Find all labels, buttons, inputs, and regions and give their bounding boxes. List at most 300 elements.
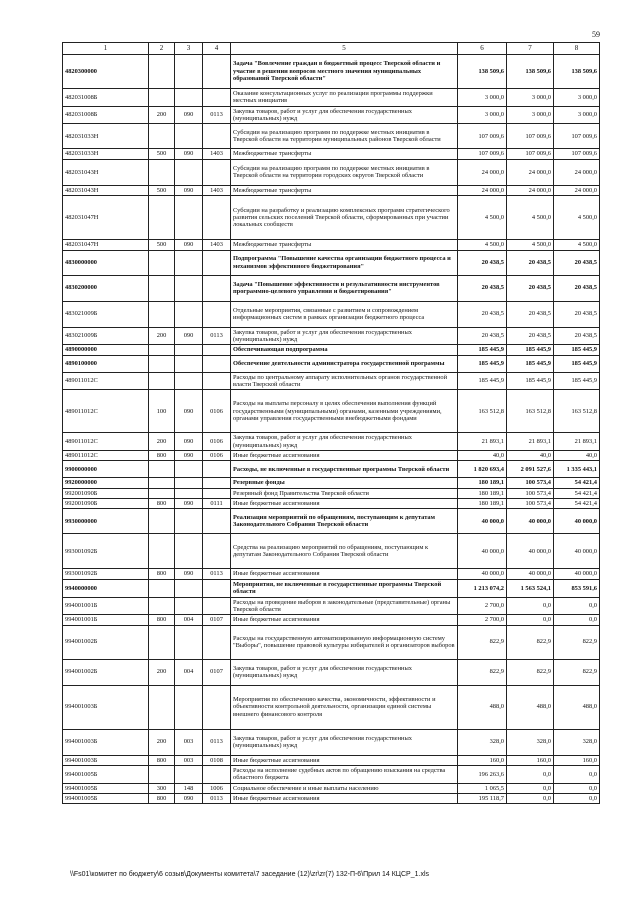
row-expense-type [149, 275, 175, 301]
table-row [63, 106, 600, 124]
row-section-code [203, 196, 231, 240]
row-amount-year2: 4 500,0 [507, 196, 554, 240]
row-amount-year1: 4 500,0 [458, 240, 507, 250]
row-admin-code [175, 509, 203, 534]
row-amount-year1: 185 445,9 [458, 345, 507, 355]
row-amount-year1: 196 263,6 [458, 765, 507, 783]
row-amount-year1: 40 000,0 [458, 534, 507, 569]
row-admin-code: 004 [175, 659, 203, 685]
row-section-code: 0113 [203, 327, 231, 345]
row-amount-year2: 100 573,4 [507, 499, 554, 509]
row-expense-type [149, 159, 175, 185]
row-description: Закупка товаров, работ и услуг для обеспечения государственных (муниципальных) нужд [231, 106, 458, 124]
row-admin-code [175, 124, 203, 149]
row-section-code [203, 685, 231, 729]
col-header: 5 [231, 43, 458, 55]
row-expense-type [149, 124, 175, 149]
col-header: 2 [149, 43, 175, 55]
row-expense-type: 200 [149, 659, 175, 685]
row-amount-year1: 4 500,0 [458, 196, 507, 240]
row-code: 993001092Б [63, 569, 149, 579]
row-amount-year3: 163 512,8 [554, 390, 600, 433]
table-row [63, 433, 600, 451]
row-amount-year1: 328,0 [458, 729, 507, 755]
row-description: Резервный фонд Правительства Тверской области [231, 488, 458, 498]
row-amount-year3: 54 421,4 [554, 488, 600, 498]
row-admin-code [175, 372, 203, 390]
table-row [63, 355, 600, 372]
row-expense-type [149, 55, 175, 89]
row-section-code [203, 250, 231, 275]
row-description: Иные бюджетные ассигнования [231, 451, 458, 461]
row-amount-year2: 3 000,0 [507, 106, 554, 124]
row-expense-type [149, 89, 175, 107]
row-section-code: 0106 [203, 451, 231, 461]
row-amount-year3: 20 438,5 [554, 250, 600, 275]
row-amount-year2: 2 091 527,6 [507, 461, 554, 478]
row-admin-code: 090 [175, 794, 203, 804]
row-amount-year3: 822,9 [554, 625, 600, 659]
row-expense-type: 200 [149, 106, 175, 124]
row-description: Оказание консультационных услуг по реализации программы поддержки местных инициатив [231, 89, 458, 107]
row-expense-type [149, 509, 175, 534]
row-admin-code: 090 [175, 149, 203, 159]
row-amount-year3: 185 445,9 [554, 355, 600, 372]
row-code: 9920000000 [63, 478, 149, 488]
row-code: 994001001Б [63, 615, 149, 625]
row-amount-year1: 1 820 693,4 [458, 461, 507, 478]
header-row [63, 43, 600, 55]
row-section-code: 0106 [203, 390, 231, 433]
col-header: 7 [507, 43, 554, 55]
row-expense-type [149, 478, 175, 488]
row-admin-code: 090 [175, 499, 203, 509]
row-description: Расходы на государственную автоматизированную информационную систему "Выборы", повышение правовой культуры избирателей и организаторов выборов [231, 625, 458, 659]
row-section-code [203, 275, 231, 301]
row-amount-year2: 3 000,0 [507, 89, 554, 107]
row-amount-year2: 20 438,5 [507, 301, 554, 327]
row-expense-type [149, 534, 175, 569]
row-description: Расходы на проведение выборов в законодательные (представительные) органы Тверской области [231, 597, 458, 615]
row-code: 489011012С [63, 451, 149, 461]
row-admin-code [175, 55, 203, 89]
row-amount-year2: 100 573,4 [507, 488, 554, 498]
row-amount-year3: 853 591,6 [554, 579, 600, 597]
table-row [63, 185, 600, 195]
table-row [63, 451, 600, 461]
row-section-code: 0111 [203, 499, 231, 509]
row-amount-year2: 0,0 [507, 783, 554, 793]
row-code: 4890000000 [63, 345, 149, 355]
row-code: 482031008Б [63, 89, 149, 107]
table-row [63, 615, 600, 625]
row-code: 9900000000 [63, 461, 149, 478]
row-expense-type [149, 372, 175, 390]
row-amount-year1: 40 000,0 [458, 509, 507, 534]
row-expense-type: 500 [149, 149, 175, 159]
row-section-code: 1403 [203, 240, 231, 250]
row-amount-year1: 40 000,0 [458, 569, 507, 579]
row-description: Расходы на выплаты персоналу в целях обеспечения выполнения функций государственными (муниципальными) органами, казенными учреждениями, органами управления государственными внебюджетными фондами [231, 390, 458, 433]
row-amount-year1: 1 065,5 [458, 783, 507, 793]
row-description: Мероприятия по обеспечению качества, экономичности, эффективности и объективности контрольной деятельности, организации единой системы внешнего финансового контроля [231, 685, 458, 729]
row-section-code [203, 625, 231, 659]
table-row [63, 783, 600, 793]
row-code: 482031033Н [63, 124, 149, 149]
row-expense-type [149, 196, 175, 240]
row-amount-year1: 20 438,5 [458, 301, 507, 327]
row-section-code: 0106 [203, 433, 231, 451]
row-section-code: 0107 [203, 659, 231, 685]
row-admin-code [175, 250, 203, 275]
row-code: 482031047Н [63, 196, 149, 240]
row-amount-year2: 40,0 [507, 451, 554, 461]
row-admin-code [175, 597, 203, 615]
row-section-code [203, 534, 231, 569]
row-code: 482031008Б [63, 106, 149, 124]
row-amount-year2: 822,9 [507, 659, 554, 685]
row-amount-year1: 180 189,1 [458, 478, 507, 488]
table-row [63, 685, 600, 729]
table-row [63, 461, 600, 478]
row-section-code: 0113 [203, 106, 231, 124]
row-amount-year3: 54 421,4 [554, 499, 600, 509]
row-expense-type [149, 301, 175, 327]
row-amount-year2: 107 009,6 [507, 149, 554, 159]
row-amount-year1: 488,0 [458, 685, 507, 729]
table-row [63, 625, 600, 659]
row-admin-code [175, 89, 203, 107]
row-expense-type: 800 [149, 499, 175, 509]
table-row [63, 250, 600, 275]
row-amount-year1: 822,9 [458, 659, 507, 685]
table-row [63, 478, 600, 488]
row-code: 482031043Н [63, 185, 149, 195]
row-code: 9930000000 [63, 509, 149, 534]
row-amount-year3: 488,0 [554, 685, 600, 729]
row-description: Обеспечивающая подпрограмма [231, 345, 458, 355]
row-code: 994001005Б [63, 783, 149, 793]
row-amount-year1: 180 189,1 [458, 499, 507, 509]
row-description: Расходы, не включенные в государственные программы Тверской области [231, 461, 458, 478]
row-admin-code [175, 685, 203, 729]
row-code: 994001002Б [63, 659, 149, 685]
row-amount-year3: 1 335 443,1 [554, 461, 600, 478]
row-expense-type: 800 [149, 755, 175, 765]
row-amount-year2: 24 000,0 [507, 185, 554, 195]
row-description: Задача "Вовлечение граждан в бюджетный процесс Тверской области и участие в решении вопросов местного значения муниципальных образований Тверской области" [231, 55, 458, 89]
row-description: Обеспечение деятельности администратора государственной программы [231, 355, 458, 372]
row-admin-code: 090 [175, 240, 203, 250]
row-amount-year3: 107 009,6 [554, 149, 600, 159]
row-amount-year1: 24 000,0 [458, 159, 507, 185]
row-code: 994001005Б [63, 765, 149, 783]
row-amount-year3: 40,0 [554, 451, 600, 461]
row-description: Закупка товаров, работ и услуг для обеспечения государственных (муниципальных) нужд [231, 659, 458, 685]
row-code: 4830200000 [63, 275, 149, 301]
row-description: Средства на реализацию мероприятий по обращениям, поступающим к депутатам Законодательного Собрания Тверской области [231, 534, 458, 569]
row-description: Межбюджетные трансферты [231, 185, 458, 195]
row-section-code [203, 55, 231, 89]
row-admin-code: 090 [175, 185, 203, 195]
row-admin-code: 003 [175, 755, 203, 765]
table-row [63, 729, 600, 755]
row-admin-code [175, 461, 203, 478]
row-amount-year3: 20 438,5 [554, 327, 600, 345]
row-expense-type [149, 488, 175, 498]
row-amount-year3: 3 000,0 [554, 106, 600, 124]
row-amount-year2: 4 500,0 [507, 240, 554, 250]
row-amount-year1: 107 009,6 [458, 149, 507, 159]
row-description: Субсидии на реализацию программ по поддержке местных инициатив в Тверской области на территории муниципальных районов Тверской области [231, 124, 458, 149]
row-code: 994001003Б [63, 685, 149, 729]
row-amount-year2: 328,0 [507, 729, 554, 755]
row-admin-code: 090 [175, 390, 203, 433]
row-amount-year1: 40,0 [458, 451, 507, 461]
table-row [63, 240, 600, 250]
row-expense-type [149, 345, 175, 355]
row-section-code [203, 89, 231, 107]
row-amount-year2: 488,0 [507, 685, 554, 729]
row-amount-year2: 822,9 [507, 625, 554, 659]
row-amount-year3: 0,0 [554, 794, 600, 804]
row-amount-year3: 4 500,0 [554, 240, 600, 250]
row-description: Реализация мероприятий по обращениям, поступающим к депутатам Законодательного Собрания Тверской области [231, 509, 458, 534]
row-section-code [203, 488, 231, 498]
row-description: Иные бюджетные ассигнования [231, 794, 458, 804]
row-amount-year3: 822,9 [554, 659, 600, 685]
row-section-code [203, 478, 231, 488]
row-description: Субсидии на разработку и реализацию комплексных программ стратегического развития сельских поселений Тверской области, сформированных при участии локальных сообществ [231, 196, 458, 240]
row-amount-year3: 20 438,5 [554, 275, 600, 301]
row-admin-code: 004 [175, 615, 203, 625]
row-code: 992001090Б [63, 488, 149, 498]
row-amount-year1: 20 438,5 [458, 275, 507, 301]
row-code: 482031033Н [63, 149, 149, 159]
table-row [63, 534, 600, 569]
row-code: 993001092Б [63, 534, 149, 569]
row-expense-type [149, 765, 175, 783]
row-description: Закупка товаров, работ и услуг для обеспечения государственных (муниципальных) нужд [231, 729, 458, 755]
row-code: 489011012С [63, 372, 149, 390]
row-amount-year2: 185 445,9 [507, 355, 554, 372]
row-section-code: 0113 [203, 729, 231, 755]
budget-table [62, 42, 600, 804]
row-code: 482031047Н [63, 240, 149, 250]
row-amount-year2: 163 512,8 [507, 390, 554, 433]
row-amount-year1: 1 213 074,2 [458, 579, 507, 597]
table-row [63, 372, 600, 390]
row-amount-year1: 107 009,6 [458, 124, 507, 149]
row-amount-year1: 185 445,9 [458, 355, 507, 372]
row-amount-year2: 0,0 [507, 597, 554, 615]
row-code: 992001090Б [63, 499, 149, 509]
table-row [63, 55, 600, 89]
row-amount-year2: 0,0 [507, 794, 554, 804]
row-expense-type: 300 [149, 783, 175, 793]
row-amount-year3: 4 500,0 [554, 196, 600, 240]
row-expense-type: 800 [149, 451, 175, 461]
row-code: 994001003Б [63, 729, 149, 755]
table-row [63, 794, 600, 804]
row-expense-type: 800 [149, 569, 175, 579]
row-expense-type: 200 [149, 729, 175, 755]
row-section-code: 0113 [203, 569, 231, 579]
row-code: 482031043Н [63, 159, 149, 185]
row-code: 9940000000 [63, 579, 149, 597]
row-description: Субсидии на реализацию программ по поддержке местных инициатив в Тверской области на территории городских округов Тверской области [231, 159, 458, 185]
row-amount-year2: 1 563 524,1 [507, 579, 554, 597]
row-amount-year1: 24 000,0 [458, 185, 507, 195]
table-row [63, 327, 600, 345]
row-amount-year3: 185 445,9 [554, 372, 600, 390]
col-header: 3 [175, 43, 203, 55]
row-amount-year2: 40 000,0 [507, 509, 554, 534]
row-amount-year1: 822,9 [458, 625, 507, 659]
row-admin-code: 090 [175, 433, 203, 451]
row-section-code [203, 159, 231, 185]
row-amount-year3: 328,0 [554, 729, 600, 755]
row-code: 4890100000 [63, 355, 149, 372]
row-description: Иные бюджетные ассигнования [231, 755, 458, 765]
table-row [63, 124, 600, 149]
table-row [63, 301, 600, 327]
row-description: Межбюджетные трансферты [231, 149, 458, 159]
row-expense-type [149, 461, 175, 478]
row-amount-year2: 0,0 [507, 765, 554, 783]
row-amount-year1: 3 000,0 [458, 89, 507, 107]
col-header: 1 [63, 43, 149, 55]
row-description: Иные бюджетные ассигнования [231, 569, 458, 579]
row-amount-year2: 0,0 [507, 615, 554, 625]
row-expense-type [149, 597, 175, 615]
col-header: 8 [554, 43, 600, 55]
table-row [63, 275, 600, 301]
col-header: 4 [203, 43, 231, 55]
row-code: 994001005Б [63, 794, 149, 804]
row-expense-type [149, 250, 175, 275]
row-section-code [203, 579, 231, 597]
row-code: 483021009Б [63, 327, 149, 345]
row-description: Межбюджетные трансферты [231, 240, 458, 250]
row-amount-year2: 185 445,9 [507, 372, 554, 390]
row-code: 483021009Б [63, 301, 149, 327]
row-admin-code [175, 196, 203, 240]
row-amount-year1: 21 893,1 [458, 433, 507, 451]
row-amount-year1: 2 700,0 [458, 615, 507, 625]
table-row [63, 488, 600, 498]
row-section-code [203, 301, 231, 327]
row-amount-year3: 107 009,6 [554, 124, 600, 149]
row-section-code [203, 345, 231, 355]
row-amount-year2: 20 438,5 [507, 327, 554, 345]
row-expense-type: 100 [149, 390, 175, 433]
row-amount-year3: 185 445,9 [554, 345, 600, 355]
row-amount-year1: 160,0 [458, 755, 507, 765]
table-row [63, 597, 600, 615]
table-row [63, 499, 600, 509]
table-row [63, 579, 600, 597]
row-admin-code [175, 159, 203, 185]
row-expense-type: 500 [149, 240, 175, 250]
file-path-footer: \\Fs01\комитет по бюджету\6 созыв\Документы комитета\7 заседание (12)\zr\zr(7) 132-П-6\Прил 14 КЦСР_1.xls [70, 871, 429, 878]
row-admin-code: 090 [175, 327, 203, 345]
row-amount-year1: 20 438,5 [458, 327, 507, 345]
col-header: 6 [458, 43, 507, 55]
row-expense-type [149, 625, 175, 659]
row-amount-year3: 40 000,0 [554, 509, 600, 534]
row-section-code [203, 765, 231, 783]
table-row [63, 755, 600, 765]
row-description: Резервные фонды [231, 478, 458, 488]
row-amount-year1: 2 700,0 [458, 597, 507, 615]
row-amount-year2: 40 000,0 [507, 569, 554, 579]
row-amount-year3: 3 000,0 [554, 89, 600, 107]
row-amount-year3: 0,0 [554, 597, 600, 615]
row-section-code [203, 597, 231, 615]
row-amount-year2: 40 000,0 [507, 534, 554, 569]
table-row [63, 196, 600, 240]
row-description: Закупка товаров, работ и услуг для обеспечения государственных (муниципальных) нужд [231, 433, 458, 451]
row-expense-type: 500 [149, 185, 175, 195]
row-admin-code: 003 [175, 729, 203, 755]
row-section-code: 1403 [203, 185, 231, 195]
row-amount-year3: 24 000,0 [554, 185, 600, 195]
row-description: Закупка товаров, работ и услуг для обеспечения государственных (муниципальных) нужд [231, 327, 458, 345]
row-amount-year3: 20 438,5 [554, 301, 600, 327]
row-expense-type [149, 685, 175, 729]
row-section-code [203, 509, 231, 534]
row-section-code: 0108 [203, 755, 231, 765]
row-code: 489011012С [63, 390, 149, 433]
table-row [63, 569, 600, 579]
row-description: Иные бюджетные ассигнования [231, 615, 458, 625]
page-number: 59 [592, 30, 600, 39]
row-amount-year3: 21 893,1 [554, 433, 600, 451]
row-amount-year2: 20 438,5 [507, 275, 554, 301]
row-amount-year2: 24 000,0 [507, 159, 554, 185]
row-amount-year3: 24 000,0 [554, 159, 600, 185]
row-admin-code [175, 345, 203, 355]
table-row [63, 149, 600, 159]
row-section-code: 1403 [203, 149, 231, 159]
row-description: Задача "Повышение эффективности и результативности инструментов программно-целевого управления и бюджетирования" [231, 275, 458, 301]
row-amount-year2: 160,0 [507, 755, 554, 765]
row-admin-code [175, 478, 203, 488]
row-description: Расходы по центральному аппарату исполнительных органов государственной власти Тверской области [231, 372, 458, 390]
row-admin-code [175, 625, 203, 659]
table-row [63, 345, 600, 355]
row-expense-type [149, 355, 175, 372]
row-amount-year1: 3 000,0 [458, 106, 507, 124]
row-amount-year2: 185 445,9 [507, 345, 554, 355]
table-row [63, 159, 600, 185]
row-expense-type: 200 [149, 433, 175, 451]
row-amount-year1: 163 512,8 [458, 390, 507, 433]
row-code: 489011012С [63, 433, 149, 451]
row-description: Социальное обеспечение и иные выплаты населению [231, 783, 458, 793]
row-admin-code [175, 765, 203, 783]
row-section-code [203, 355, 231, 372]
row-section-code: 0113 [203, 794, 231, 804]
row-description: Мероприятия, не включенные в государственные программы Тверской области [231, 579, 458, 597]
row-amount-year1: 180 189,1 [458, 488, 507, 498]
row-admin-code [175, 579, 203, 597]
row-amount-year3: 0,0 [554, 765, 600, 783]
row-amount-year3: 0,0 [554, 783, 600, 793]
row-code: 4830000000 [63, 250, 149, 275]
row-code: 994001002Б [63, 625, 149, 659]
